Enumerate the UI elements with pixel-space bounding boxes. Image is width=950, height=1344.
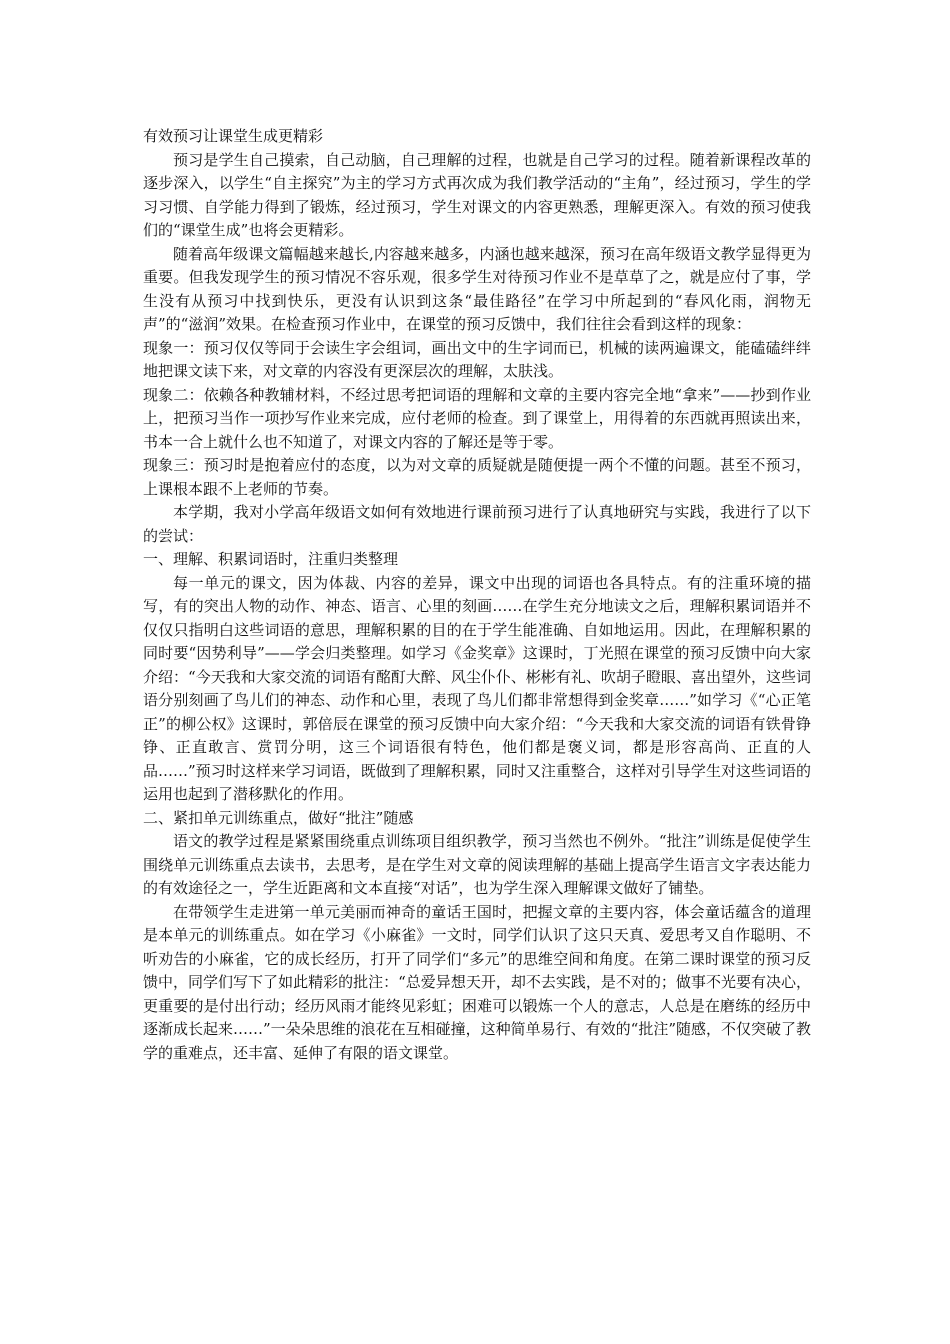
intro-paragraph-1: 预习是学生自己摸索，自己动脑，自己理解的过程，也就是自己学习的过程。随着新课程改革的逐步深入，以学生“自主探究”为主的学习方式再次成为我们教学活动的“主角”，经过预习，学生的学习习惯、自学能力得到了锻炼，经过预习，学生对课文的内容更熟悉，理解更深入。有效的预习使我们的“课堂生成”也将会更精彩。: [143, 150, 811, 239]
document-page: [143, 125, 811, 1065]
section-2-paragraph-1: 语文的教学过程是紧紧围绕重点训练项目组织教学，预习当然也不例外。“批注”训练是促使学生围绕单元训练重点去读书，去思考，是在学生对文章的阅读理解的基础上提高学生语言文字表达能力的有效途径之一，学生近距离和文本直接“对话”，也为学生深入理解课文做好了铺垫。: [143, 832, 811, 897]
phenomenon-2: 现象二：依赖各种教辅材料，不经过思考把词语的理解和文章的主要内容完全地“拿来”——抄到作业上，把预习当作一项抄写作业来完成，应付老师的检查。到了课堂上，用得着的东西就再照读出来，书本一合上就什么也不知道了，对课文内容的了解还是等于零。: [143, 385, 811, 451]
intro-paragraph-2: 随着高年级课文篇幅越来越长,内容越来越多，内涵也越来越深，预习在高年级语文教学显得更为重要。但我发现学生的预习情况不容乐观，很多学生对待预习作业不是草草了之，就是应付了事，学生没有从预习中找到快乐，更没有认识到这条“最佳路径”在学习中所起到的“春风化雨，润物无声”的“滋润”效果。在检查预习作业中，在课堂的预习反馈中，我们往往会看到这样的现象：: [143, 244, 811, 333]
section-2-heading: 二、紧扣单元训练重点，做好“批注”随感: [143, 808, 414, 827]
document-title: 有效预习让课堂生成更精彩: [143, 127, 324, 145]
phenomenon-1: 现象一：预习仅仅等同于会读生字会组词，画出文中的生字词而已，机械的读两遍课文，能磕磕绊绊地把课文读下来，对文章的内容没有更深层次的理解，太肤浅。: [143, 338, 811, 380]
phenomenon-3: 现象三：预习时是抱着应付的态度，以为对文章的质疑就是随便提一两个不懂的问题。甚至不预习，上课根本跟不上老师的节奏。: [143, 456, 811, 498]
transition-paragraph: 本学期，我对小学高年级语文如何有效地进行课前预习进行了认真地研究与实践，我进行了以下的尝试：: [143, 503, 811, 545]
section-1-heading: 一、理解、积累词语时，注重归类整理: [143, 550, 399, 568]
section-1-paragraph: 每一单元的课文，因为体裁、内容的差异，课文中出现的词语也各具特点。有的注重环境的描写，有的突出人物的动作、神态、语言、心里的刻画……在学生充分地读文之后，理解积累词语并不仅仅只指明白这些词语的意思，理解积累的目的在于学生能准确、自如地运用。因此，在理解积累的同时要“因势利导”——学会归类整理。如学习《金奖章》这课时，丁光照在课堂的预习反馈中向大家介绍：“今天我和大家交流的词语有酩酊大醉、风尘仆仆、彬彬有礼、吹胡子瞪眼、喜出望外，这些词语分别刻画了鸟儿们的神态、动作和心里，表现了鸟儿们都非常想得到金奖章……”如学习《“心正笔正”的柳公权》这课时，郭倍辰在课堂的预习反馈中向大家介绍：“今天我和大家交流的词语有铁骨铮铮、正直敢言、赏罚分明，这三个词语很有特色，他们都是褒义词，都是形容高尚、正直的人品……”预习时这样来学习词语，既做到了理解积累，同时又注重整合，这样对引导学生对这些词语的运用也起到了潜移默化的作用。: [143, 573, 811, 803]
section-2-paragraph-2: 在带领学生走进第一单元美丽而神奇的童话王国时，把握文章的主要内容，体会童话蕴含的道理是本单元的训练重点。如在学习《小麻雀》一文时，同学们认识了这只天真、爱思考又自作聪明、不听劝告的小麻雀，它的成长经历，打开了同学们“多元”的思维空间和角度。在第二课时课堂的预习反馈中，同学们写下了如此精彩的批注：“总爱异想天开，却不去实践，是不对的；做事不光要有决心，更重要的是付出行动；经历风雨才能终见彩虹；困难可以锻炼一个人的意志，人总是在磨练的经历中逐渐成长起来……”一朵朵思维的浪花在互相碰撞，这种简单易行、有效的“批注”随感，不仅突破了教学的重难点，还丰富、延伸了有限的语文课堂。: [143, 902, 812, 1062]
